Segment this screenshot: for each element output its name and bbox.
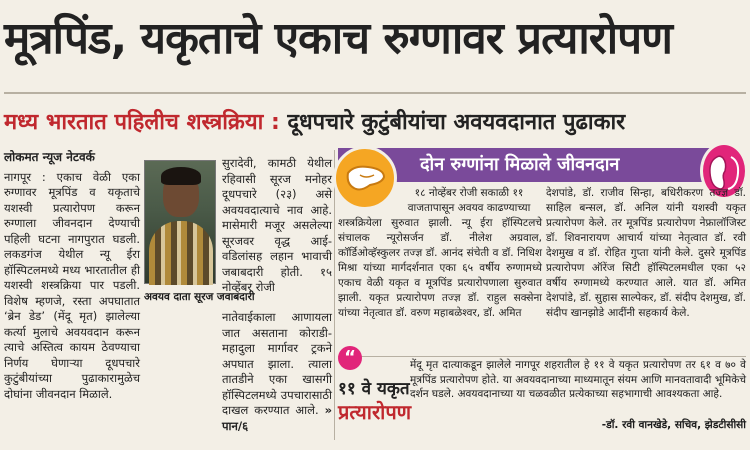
- quote-heading-word: प्रत्यारोपण: [338, 400, 412, 424]
- box-column-c: [338, 216, 542, 356]
- column-divider: [334, 150, 335, 440]
- quote-signature: -डॉ. रवी वानखेडे, सचिव, झेडटीसीसी: [601, 419, 746, 431]
- middle-column: [222, 156, 332, 294]
- subhead-red: मध्य भारतात पहिलीच शस्त्रक्रिया :: [4, 110, 280, 135]
- banner-title: दोन रुग्णांना मिळाले जीवनदान: [420, 154, 620, 175]
- subheadline: [4, 106, 746, 140]
- left-paragraph: नागपूर : एकाच वेळी एका रुग्णावर मूत्रपिंड व यकृताचे यशस्वी प्रत्यारोपण करून रुग्णाला जीवनदान देण्याची पहिली घटना नागपुरात घडली. लकडगंज येथील न्यू ईरा हॉस्पिटलमध्ये मध्य भारतातील ही यशस्वी शस्त्रक्रिया पार पडली. विशेष म्हणजे, रस्ता अपघातात ‘ब्रेन डेड’ (मेंदू मृत) झालेल्या कर्त्या मुलाचे अवयवदान करून त्याचे अस्तित्व कायम ठेवण्याचा निर्णय घेणाऱ्या दूधपचारे कुटुंबीयांच्या पुढाकारामुळेच दोघांना जीवनदान मिळाले.: [4, 169, 140, 401]
- box-d-text: देशपांडे, डॉ. राजीव सिन्हा, बधिरीकरण तज्ज्ञ डॉ. साहिल बन्सल, डॉ. अनिल यांनी यशस्वी यकृत प्रत्यारोपण केले. तर मूत्रपिंड प्रत्यारोपण नेफ्रालॉजिस्ट डॉ. शिवनारायण आचार्य यांच्या नेतृत्वात डॉ. रवी देशमुख व डॉ. रोहित गुप्ता यांनी केले. दुसरे मूत्रपिंड प्रत्यारोपण ऑरेंज सिटी हॉस्पिटलमधील एका ५२ वर्षीय रुग्णामध्ये करण्यात आले. यात डॉ. अमित देशपांडे, डॉ. सुहास साल्पेकर, डॉ. संदीप देशमुख, डॉ. संदीप खानझोडे आदींनी सहकार्य केले.: [546, 187, 746, 319]
- box-c-center-text: १८ नोव्हेंबर रोजी सकाळी ११ वाजतापासून अवयव काढण्याच्या: [407, 187, 531, 214]
- donor-photo: [144, 160, 216, 284]
- continued-link[interactable]: » पान/६: [222, 403, 332, 433]
- box-column-d: [546, 186, 746, 356]
- photo-shirt: [149, 221, 213, 285]
- middle-text-top: सुरादेवी, कामठी येथील रहिवासी सूरज मनोहर दूधपचारे (२३) असे अवयवदात्याचे नाव आहे. मासेमारी मजूर असलेल्या सूरजवर वृद्ध आई-वडिलांसह लहान भावाची जबाबदारी होती. १५ नोव्हेंबर रोजी: [222, 156, 332, 294]
- box-column-c-top: [396, 186, 542, 216]
- box-c-text: शस्त्रक्रियेला सुरुवात झाली. न्यू ईरा हॉस्पिटलचे संचालक न्यूरोसर्जन डॉ. नीलेश अग्रवाल, कॉर्डिओव्हॅस्कुलर तज्ज्ञ डॉ. आनंद संचेती व डॉ. निधिश मिश्रा यांच्या मार्गदर्शनात एका ६५ वर्षीय रुग्णामध्ये एकाच वेळी यकृत व मूत्रपिंड प्रत्यारोपणाला सुरुवात झाली. यकृत प्रत्यारोपण तज्ज्ञ डॉ. राहुल सक्सेना यांच्या नेतृत्वात डॉ. वरुण महाबळेश्वर, डॉ. अमित: [338, 217, 542, 319]
- quote-mark-icon: “: [338, 346, 362, 370]
- headline-divider: [4, 92, 746, 94]
- middle-text-bottom: नातेवाईकाला आणायला जात असताना कोराडी-महादुला मार्गावर ट्रकने अपघात झाला. त्याला तातडीने एका खासगी हॉस्पिटलमध्ये उपचारासाठी दाखल करण्यात आले.: [222, 310, 332, 417]
- photo-caption: अवयव दाता सूरज जवाबदारी: [144, 291, 255, 303]
- middle-column-lower: [222, 310, 332, 446]
- byline: लोकमत न्यूज नेटवर्क: [4, 150, 95, 164]
- subhead-dark: दूधपचारे कुटुंबीयांचा अवयवदानात पुढाकार: [287, 110, 626, 135]
- quote-heading-number: ११ वे यकृत: [338, 379, 410, 399]
- quote-text: मेंदू मृत दात्याकडून झालेले नागपूर शहरातील हे ११ वे यकृत प्रत्यारोपण तर ६१ व ७० वे मूत्रपिंड प्रत्यारोपण होते. या अवयवदानाच्या माध्यमातून संयम आणि मानवतावादी भूमिकेचे दर्शन घडले. अवयवदानाच्या या चळवळीत प्रत्येकाच्या सहभागाची आवश्यकता आहे.: [410, 359, 746, 400]
- liver-icon: [333, 146, 397, 210]
- box-bottom-divider: [338, 356, 746, 357]
- photo-hair: [161, 167, 201, 185]
- headline: मूत्रपिंड, यकृताचे एकाच रुग्णावर प्रत्यारोपण: [4, 13, 672, 64]
